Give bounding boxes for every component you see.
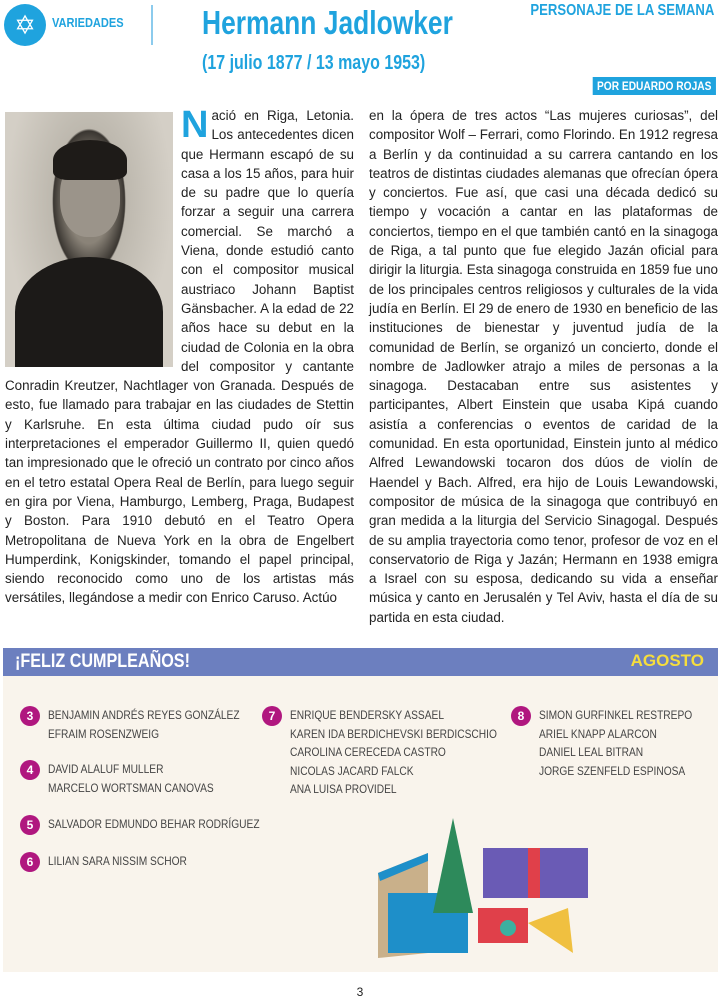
day-badge: 5 — [20, 815, 40, 835]
name-list — [48, 852, 211, 872]
birthday-group — [20, 852, 211, 872]
author-byline: POR EDUARDO ROJAS — [593, 77, 716, 95]
name-list — [48, 815, 297, 835]
birthday-group — [511, 706, 719, 780]
name-list — [290, 706, 533, 799]
article-text-left: ació en Riga, Letonia. Los antecedentes dicen que Hermann escapó de su casa a los 15 años, para huir de su padre que lo quería forzar a seguir una carrera comercial. Se marchó a Viena, donde estudió canto con el compositor musical austriaco Johann Baptist Gänsbacher. A la edad de 22 años hace su debut en la ciudad de Colonia en la obra del compositor y cantante Conradin Kreutzer, Nachtlager von Granada. Después de esto, fue llamado para trabajar en las ciudades de Stettin y Karlsruhe. En esta última ciudad pudo oír sus interpretaciones el emperador Guillermo II, quien quedó tan impresionado que le ofreció un contrato por cinco años en el tetro estatal Opera Real de Berlín, para luego seguir en gira por Viena, Hamburgo, Lemberg, Praga, Budapest y Boston. Para 1910 debutó en el Teatro Opera Metropolitana de Nueva York en la obra de Engelbert Humperdink, Konigskinder, tomando el papel principal, siendo reconocido como uno de los artistas más versátiles, llegándose a medir con Enrico Caruso. Actúo — [5, 108, 354, 606]
birthday-banner — [3, 648, 718, 676]
name-list — [539, 706, 719, 780]
birthday-name: ANA LUISA PROVIDEL — [290, 782, 397, 796]
star-of-david-icon: ✡ — [4, 4, 46, 46]
birthday-name: BENJAMIN ANDRÉS REYES GONZÁLEZ — [48, 708, 240, 722]
birthday-name: MARCELO WORTSMAN CANOVAS — [48, 780, 214, 795]
day-badge: 4 — [20, 760, 40, 780]
name-list — [48, 706, 273, 743]
day-badge: 7 — [262, 706, 282, 726]
article-column-right: en la ópera de tres actos “Las mujeres curiosas”, del compositor Wolf – Ferrari, como Florindo. En 1912 regresa a Berlín y da continuidad a su carrera cantando en los teatros de distintas ciudades alemanas que ofrecían ópera y conciertos. Fue así, que casi una década dedicó su tiempo y vocación a cantar en las plataformas de conciertos, tiempo en el que también cantó en la sinagoga de Riga, a tal punto que fue elegido Jazán oficial para dirigir la liturgia. Esta sinagoga construida en 1859 fue uno de los principales centros religiosos y culturales de la vida judía en Berlín. El 29 de enero de 1930 en beneficio de las instituciones de bienestar y juventud judía de la comunidad de Berlín, se organizó un concierto, donde el nombre de Jadlowker atrajo a miles de personas a la sinagoga. Destacaban entre sus asistentes y participantes, Albert Einstein que usaba Kipá cuando asistía a conferencias o eventos de caridad de la comunidad. En esta oportunidad, Einstein junto al médico Alfred Lewandowski tocaron dos dúos de violín de Haendel y Bach. Alfred, era hijo de Louis Lewandowski, compositor de música de la sinagoga que contribuyó en gran medida a la liturgia del Servicio Sinagogal. Después de su amplia trayectoria como tenor, profesor de voz en el conservatorio de Riga y Jazán; Hermann en 1938 emigra a Israel con su esposa, dedicando su vida a enseñar música y canto en Jerusalén y Tel Aviv, hasta el día de su partida en esta ciudad. — [369, 108, 718, 625]
portrait-photo — [5, 112, 173, 367]
birthday-name: ARIEL KNAPP ALARCON — [539, 726, 657, 741]
day-badge: 6 — [20, 852, 40, 872]
birthday-group — [20, 760, 243, 797]
day-badge: 8 — [511, 706, 531, 726]
name-list — [48, 760, 243, 797]
birthday-name: SIMON GURFINKEL RESTREPO — [539, 708, 693, 722]
birthday-name: NICOLAS JACARD FALCK — [290, 763, 414, 778]
section-label: VARIEDADES — [52, 15, 124, 30]
birthday-group — [20, 706, 273, 743]
article-dates: (17 julio 1877 / 13 mayo 1953) — [202, 52, 426, 74]
page-number: 3 — [356, 985, 364, 999]
birthday-name: DAVID ALALUF MULLER — [48, 762, 164, 776]
gifts-illustration — [368, 813, 668, 963]
birthday-name: EFRAIM ROSENZWEIG — [48, 726, 160, 741]
divider — [151, 5, 153, 45]
birthday-name: CAROLINA CERECEDA CASTRO — [290, 745, 446, 759]
birthday-name: DANIEL LEAL BITRAN — [539, 745, 644, 759]
birthday-group — [262, 706, 533, 799]
birthday-name: ENRIQUE BENDERSKY ASSAEL — [290, 708, 445, 722]
article-column-left — [5, 106, 354, 608]
birthday-month: AGOSTO — [630, 651, 704, 670]
birthday-title: ¡FELIZ CUMPLEAÑOS! — [15, 651, 190, 672]
birthday-name: SALVADOR EDMUNDO BEHAR RODRÍGUEZ — [48, 817, 260, 831]
article-title: Hermann Jadlowker — [202, 4, 453, 41]
drop-cap: N — [181, 104, 209, 146]
birthday-name: KAREN IDA BERDICHEVSKI BERDICSCHIO — [290, 726, 497, 741]
birthday-name: JORGE SZENFELD ESPINOSA — [539, 763, 686, 778]
section-kicker: PERSONAJE DE LA SEMANA — [530, 2, 714, 19]
birthday-group — [20, 815, 297, 835]
day-badge: 3 — [20, 706, 40, 726]
birthday-section — [3, 648, 718, 972]
birthday-name: LILIAN SARA NISSIM SCHOR — [48, 854, 187, 868]
